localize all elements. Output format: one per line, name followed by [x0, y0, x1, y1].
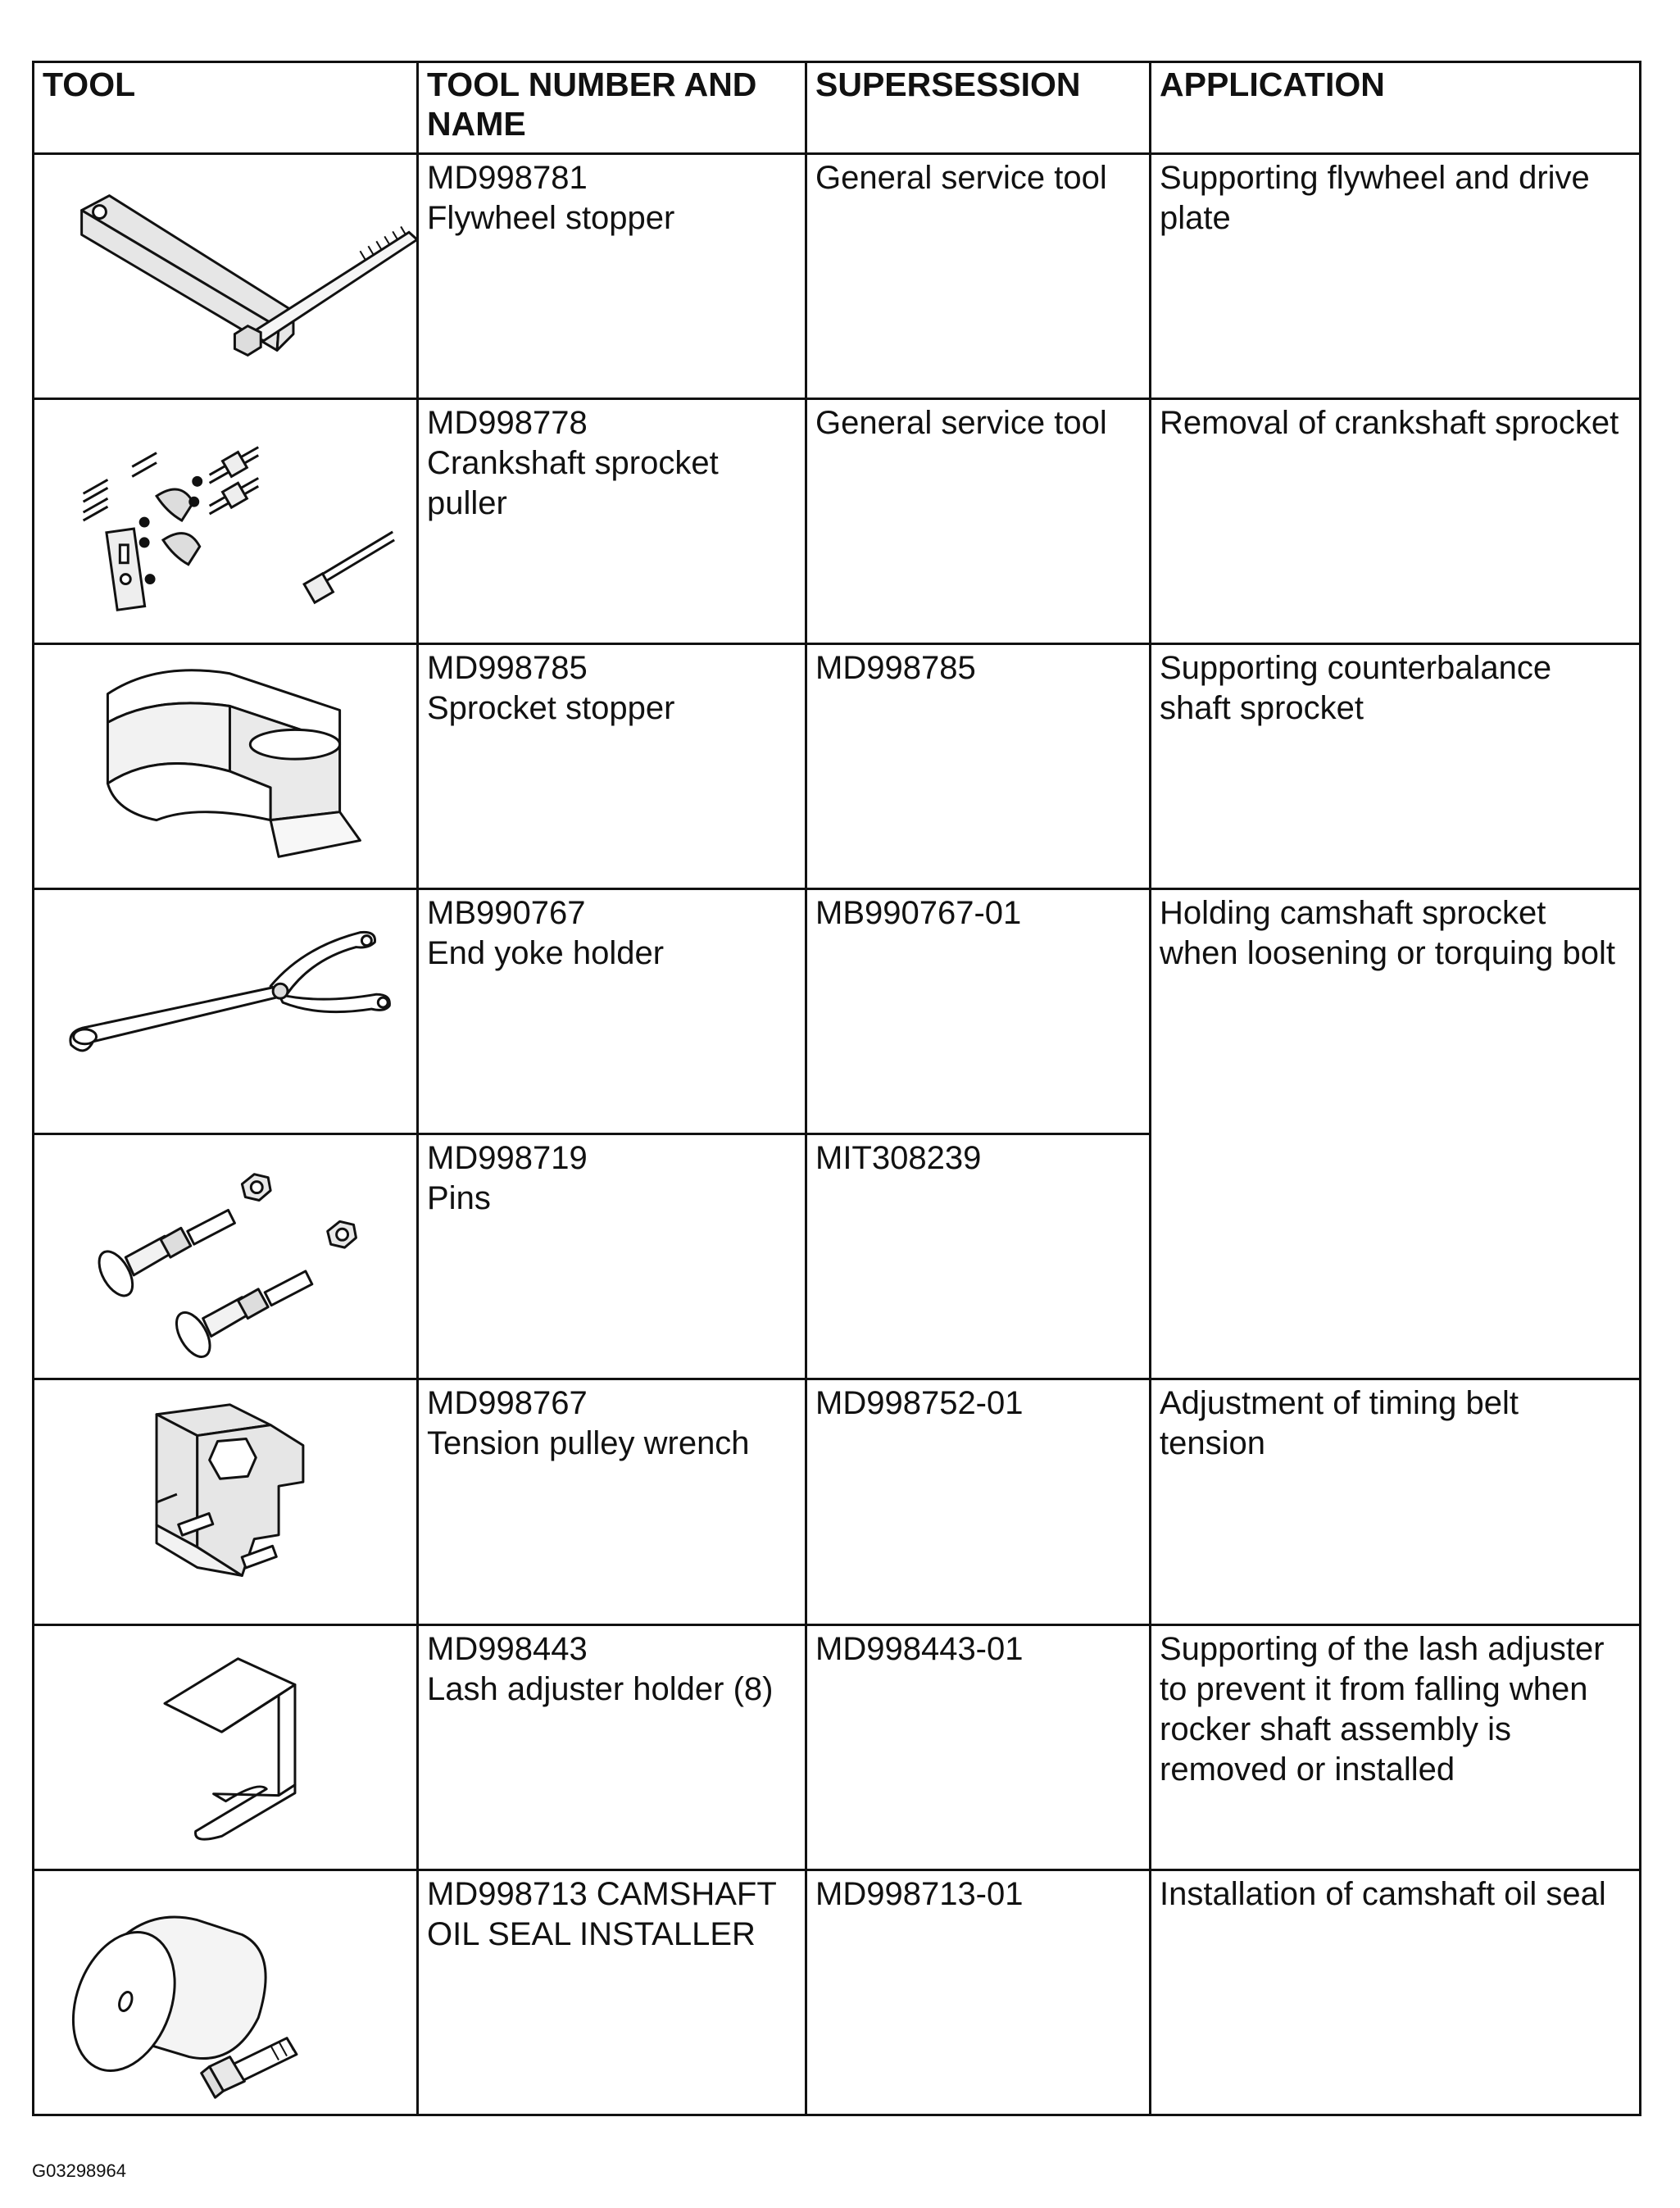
supersession-cell: General service tool [806, 399, 1151, 644]
header-row [34, 62, 1641, 154]
tool-number: MB990767 [427, 895, 586, 932]
tool-image-cell [34, 644, 418, 889]
supersession-cell: General service tool [806, 154, 1151, 399]
table-row [34, 1379, 1641, 1624]
tool-number-cell [418, 889, 806, 1134]
header-application: APPLICATION [1151, 62, 1641, 154]
table-row [34, 399, 1641, 644]
tool-image-cell [34, 889, 418, 1134]
application-line: Removal of crankshaft sprocket [1160, 405, 1619, 442]
supersession-cell: MB990767-01 [806, 889, 1151, 1134]
tool-number-cell [418, 1870, 806, 2115]
tool-number: MD998778 [427, 405, 588, 442]
tool-number-cell [418, 1379, 806, 1624]
tool-number: MD998713 CAMSHAFT [427, 1875, 777, 1912]
special-tools-table [32, 61, 1641, 2116]
tool-number-cell [418, 1624, 806, 1870]
application-line: when loosening or torquing bolt [1160, 935, 1615, 972]
header-tool-number-line-1: TOOL NUMBER AND [427, 66, 757, 103]
tool-name: Crankshaft sprocket [427, 445, 719, 482]
tool-number: MD998719 [427, 1140, 588, 1177]
application-cell [1151, 1624, 1641, 1870]
header-tool-number-line-2: NAME [427, 105, 526, 143]
tool-number-cell [418, 154, 806, 399]
tool-name: End yoke holder [427, 935, 665, 972]
application-line: Adjustment of timing belt [1160, 1385, 1519, 1422]
tool-image-cell [34, 1134, 418, 1379]
application-line: Supporting of the lash adjuster [1160, 1630, 1605, 1667]
supersession-cell: MD998713-01 [806, 1870, 1151, 2115]
supersession-cell: MD998443-01 [806, 1624, 1151, 1870]
supersession-cell: MIT308239 [806, 1134, 1151, 1379]
table-row [34, 1870, 1641, 2115]
tool-name: Lash adjuster holder (8) [427, 1670, 774, 1707]
tool-image-cell [34, 154, 418, 399]
tool-name: puller [427, 485, 507, 522]
header-supersession: SUPERSESSION [806, 62, 1151, 154]
tool-image-cell [34, 399, 418, 644]
application-cell [1151, 1870, 1641, 2115]
tool-name: Sprocket stopper [427, 690, 675, 727]
application-line: Supporting counterbalance [1160, 650, 1552, 687]
supersession-cell: MD998785 [806, 644, 1151, 889]
tool-number: MD998767 [427, 1385, 588, 1422]
table-row [34, 644, 1641, 889]
application-line: rocker shaft assembly is [1160, 1711, 1512, 1747]
application-line: removed or installed [1160, 1751, 1455, 1788]
tool-number-cell [418, 1134, 806, 1379]
oil-seal-installer-icon [34, 1871, 416, 2114]
tool-number: MD998443 [427, 1630, 588, 1667]
tool-image-cell [34, 1870, 418, 2115]
pins-icon [34, 1135, 416, 1378]
tool-name: Tension pulley wrench [427, 1425, 750, 1462]
application-cell [1151, 644, 1641, 889]
tool-name: Flywheel stopper [427, 200, 675, 236]
tension-pulley-wrench-icon [34, 1380, 416, 1623]
application-line: tension [1160, 1425, 1265, 1462]
application-cell [1151, 154, 1641, 399]
application-line: Holding camshaft sprocket [1160, 895, 1546, 932]
application-cell [1151, 889, 1641, 1379]
application-line: plate [1160, 200, 1231, 236]
table-row [34, 1624, 1641, 1870]
tool-number-cell [418, 644, 806, 889]
header-tool-number-name [418, 62, 806, 154]
sprocket-puller-icon [34, 400, 416, 643]
tool-name: Pins [427, 1180, 491, 1217]
header-tool: TOOL [34, 62, 418, 154]
application-line: Installation of camshaft oil seal [1160, 1875, 1606, 1912]
tool-image-cell [34, 1379, 418, 1624]
sprocket-stopper-icon [34, 645, 416, 888]
lash-adjuster-holder-icon [34, 1626, 416, 1869]
tool-name: OIL SEAL INSTALLER [427, 1915, 756, 1952]
application-cell [1151, 399, 1641, 644]
tool-number: MD998785 [427, 650, 588, 687]
end-yoke-holder-icon [34, 890, 416, 1133]
application-line: shaft sprocket [1160, 690, 1364, 727]
table-row [34, 154, 1641, 399]
tool-number-cell [418, 399, 806, 644]
figure-id-label: G03298964 [32, 2160, 126, 2181]
supersession-cell: MD998752-01 [806, 1379, 1151, 1624]
flywheel-stopper-icon [34, 155, 416, 398]
application-cell [1151, 1379, 1641, 1624]
application-line: Supporting flywheel and drive [1160, 160, 1590, 196]
table-row [34, 889, 1641, 1134]
tool-image-cell [34, 1624, 418, 1870]
tool-number: MD998781 [427, 160, 588, 196]
application-line: to prevent it from falling when [1160, 1670, 1588, 1707]
